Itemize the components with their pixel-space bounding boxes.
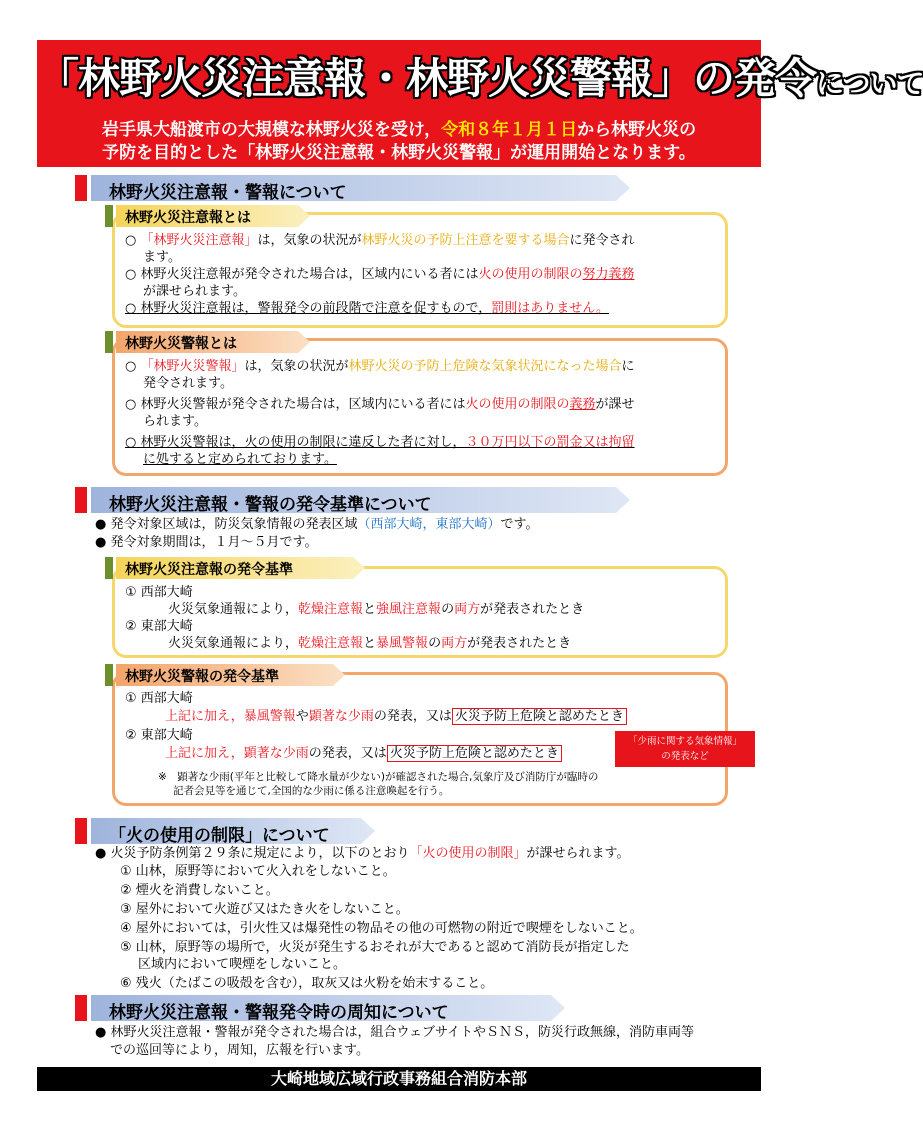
warning-bullet-2: ○ 林野火災警報が発令された場合は，区域内にいる者には火の使用の制限の義務が課せ (125, 397, 635, 412)
subtitle-line-2: 予防を目的とした「林野火災注意報・林野火災警報」が運用開始となります。 (102, 143, 696, 163)
restrictions-intro: ● 火災予防条例第２９条に規定により，以下のとおり「火の使用の制限」が課せられます。 (95, 846, 630, 861)
callout-note: 「少雨に関する気象情報」 の発表など (615, 731, 755, 767)
caution-heading: 林野火災注意報とは (105, 205, 310, 227)
warning-bullet-3: ○ 林野火災警報は，火の使用の制限に違反した者に対し，３０万円以下の罰金又は拘留 (125, 435, 635, 450)
caution-criteria-heading: 林野火災注意報の発令基準 (105, 557, 365, 579)
dot-bullet-icon: ● (95, 846, 107, 861)
restriction-item: ④ 屋外においては，引火性又は爆発性の物品その他の可燃物の附近で喫煙をしないこと。 (120, 921, 643, 936)
restriction-item: ⑤ 山林，原野等の場所で，火災が発生するおそれが大であると認めて消防長が指定した (120, 940, 630, 955)
restriction-item: ③ 屋外において火遊び又はたき火をしないこと。 (120, 902, 409, 917)
criteria-bullet-1: ● 発令対象区域は，防災気象情報の発表区域（西部大崎，東部大崎）です。 (95, 517, 539, 532)
warning-criteria-heading: 林野火災警報の発令基準 (105, 664, 345, 686)
dot-bullet-icon: ● (95, 535, 107, 550)
page-title: 「林野火災注意報・林野火災警報」の発令について (37, 54, 923, 103)
ring-bullet-icon: ○ (125, 267, 137, 282)
dot-bullet-icon: ● (95, 1025, 107, 1040)
ring-bullet-icon: ○ (125, 233, 137, 248)
caution-bullet-1: ○ 「林野火災注意報」は，気象の状況が林野火災の予防上注意を要する場合に発令され (125, 233, 635, 248)
ring-bullet-icon: ○ (125, 301, 137, 316)
section-heading-criteria: 林野火災注意報・警報の発令基準について (75, 487, 630, 513)
restriction-item-cont: 区域内において喫煙をしないこと。 (138, 957, 347, 972)
restriction-item: ① 山林，原野等において火入れをしないこと。 (120, 864, 396, 879)
ring-bullet-icon: ○ (125, 435, 137, 450)
notice-line-1: ● 林野火災注意報・警報が発令された場合は，組合ウェブサイトやＳＮＳ，防災行政無線，消防車両等 (95, 1025, 695, 1040)
section-heading-restrictions: 「火の使用の制限」について (75, 818, 375, 844)
header-banner (37, 40, 923, 167)
section-heading-notice: 林野火災注意報・警報発令時の周知について (75, 995, 565, 1021)
ring-bullet-icon: ○ (125, 359, 137, 374)
ring-bullet-icon: ○ (125, 397, 137, 412)
subtitle-line-1: 岩手県大船渡市の大規模な林野火災を受け，令和８年１月１日から林野火災の (101, 120, 697, 140)
section-heading-about: 林野火災注意報・警報について (75, 175, 630, 201)
warning-bullet-1: ○ 「林野火災警報」は，気象の状況が林野火災の予防上危険な気象状況になった場合に (125, 359, 635, 374)
footnote: ※ 顕著な少雨(平年と比較して降水量が少ない)が確認された場合,気象庁及び消防庁が臨時の 記者会見等を通じて,全国的な少雨に係る注意喚起を行う。 (158, 771, 599, 797)
criteria-bullet-2: ● 発令対象期間は，１月～５月です。 (95, 535, 318, 550)
restriction-item: ② 煙火を消費しないこと。 (120, 883, 279, 898)
warning-heading: 林野火災警報とは (105, 331, 310, 353)
footer-organization: 大崎地域広域行政事務組合消防本部 (37, 1067, 761, 1091)
caution-bullet-3: ○ 林野火災注意報は，警報発令の前段階で注意を促すもので，罰則はありません。 (125, 301, 610, 316)
notice-line-2: での巡回等により，周知，広報を行います。 (110, 1043, 369, 1058)
caution-bullet-2: ○ 林野火災注意報が発令された場合は，区域内にいる者には火の使用の制限の努力義務 (125, 267, 635, 282)
dot-bullet-icon: ● (95, 517, 107, 532)
restriction-item: ⑥ 残火（たばこの吸殻を含む），取灰又は火粉を始末すること。 (120, 976, 494, 991)
